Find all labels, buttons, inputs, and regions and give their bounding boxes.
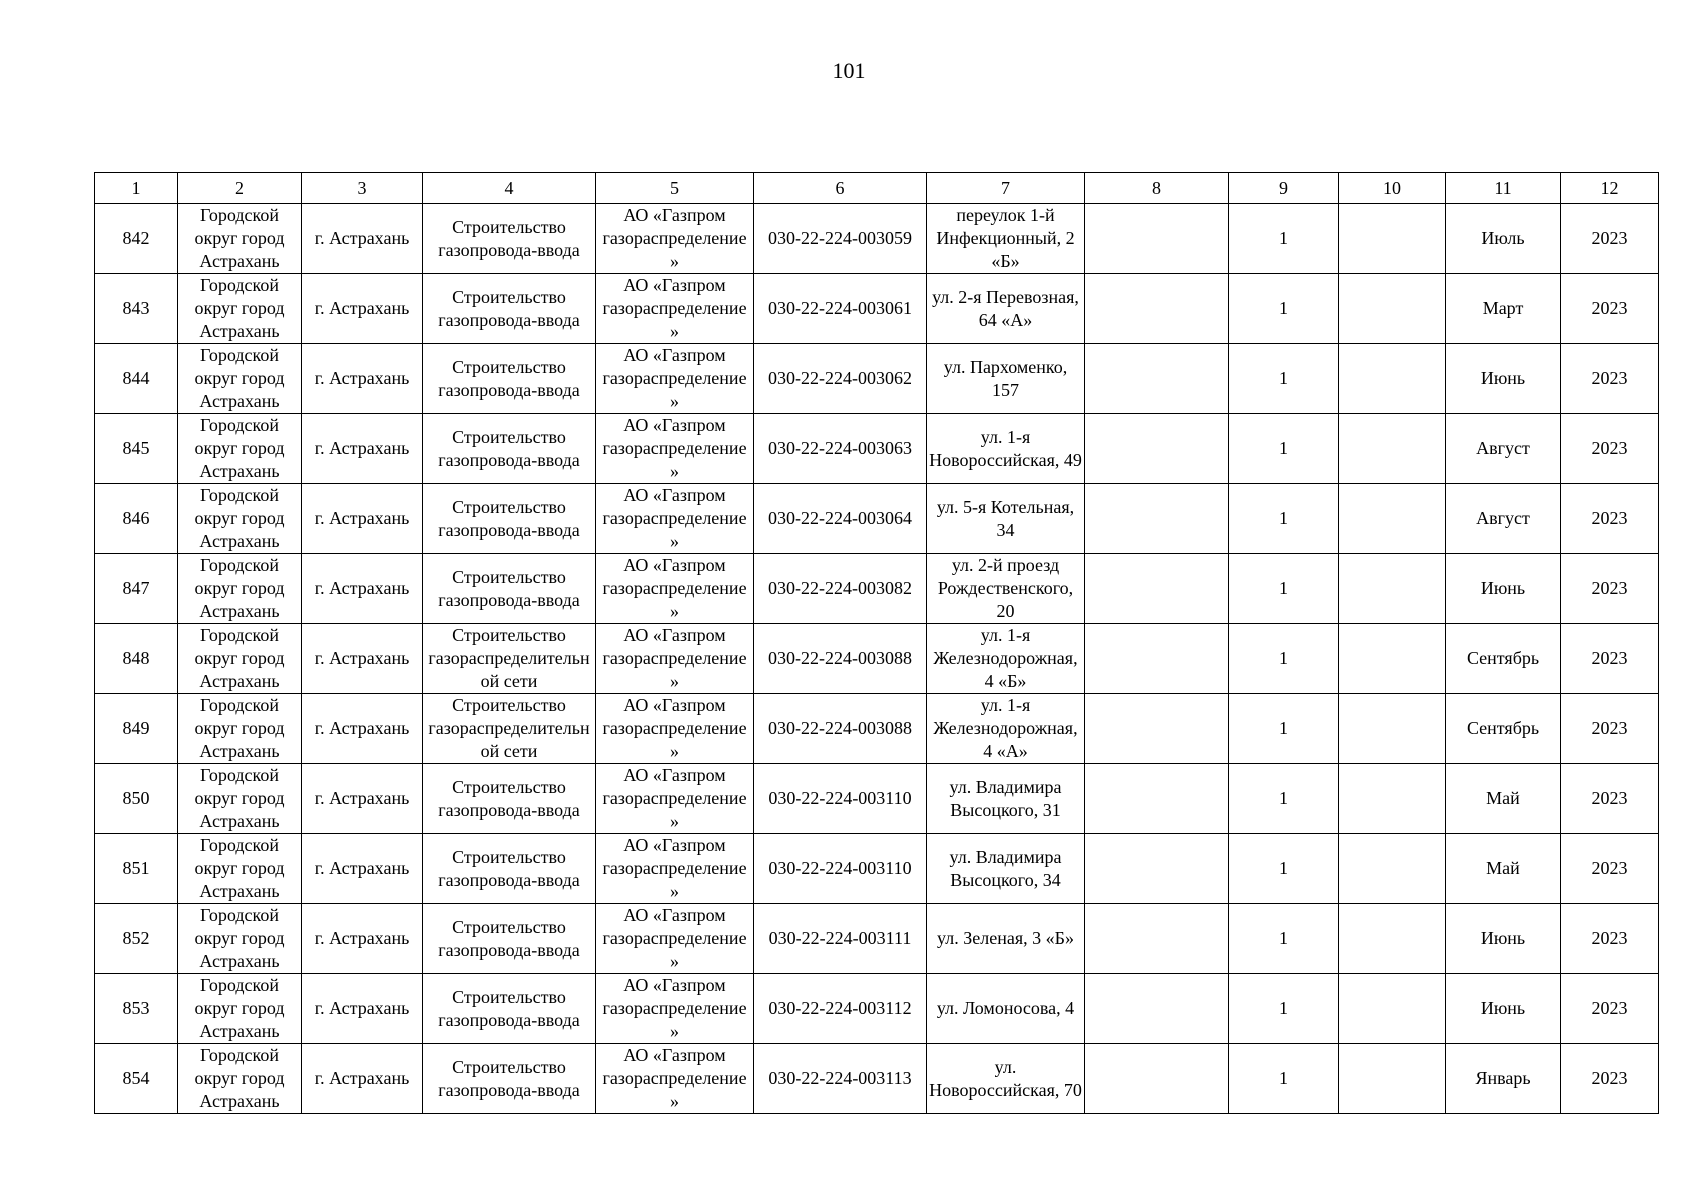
cell-municipality: Городской округ город Астрахань [178,414,302,484]
table-row [95,974,1659,1044]
cell-municipality: Городской округ город Астрахань [178,554,302,624]
cell-settlement: г. Астрахань [302,974,423,1044]
cell-year: 2023 [1561,554,1659,624]
cell-municipality: Городской округ город Астрахань [178,624,302,694]
cell-col-8 [1085,624,1229,694]
cell-address: переулок 1-й Инфекционный, 2 «Б» [927,204,1085,274]
column-header-12: 12 [1561,173,1659,204]
cell-settlement: г. Астрахань [302,554,423,624]
cell-municipality: Городской округ город Астрахань [178,274,302,344]
cell-month: Август [1446,484,1561,554]
cell-organization: АО «Газпром газораспределение» [596,344,754,414]
cell-col-10 [1339,204,1446,274]
cell-organization: АО «Газпром газораспределение» [596,694,754,764]
cell-col-8 [1085,414,1229,484]
cell-row-number: 854 [95,1044,178,1114]
cell-quantity: 1 [1229,904,1339,974]
cell-col-8 [1085,484,1229,554]
cell-registry-code: 030-22-224-003088 [754,624,927,694]
cell-quantity: 1 [1229,274,1339,344]
cell-municipality: Городской округ город Астрахань [178,204,302,274]
cell-col-10 [1339,274,1446,344]
cell-organization: АО «Газпром газораспределение» [596,974,754,1044]
cell-registry-code: 030-22-224-003063 [754,414,927,484]
table-row [95,274,1659,344]
cell-address: ул. Новороссийская, 70 [927,1044,1085,1114]
cell-address: ул. Владимира Высоцкого, 31 [927,764,1085,834]
cell-year: 2023 [1561,344,1659,414]
cell-settlement: г. Астрахань [302,484,423,554]
cell-col-10 [1339,904,1446,974]
table-row [95,484,1659,554]
cell-address: ул. 1-я Железнодорожная, 4 «А» [927,694,1085,764]
cell-col-10 [1339,1044,1446,1114]
cell-col-10 [1339,484,1446,554]
table-row [95,204,1659,274]
table-row [95,624,1659,694]
table-row [95,1044,1659,1114]
cell-month: Январь [1446,1044,1561,1114]
cell-row-number: 845 [95,414,178,484]
cell-month: Июнь [1446,344,1561,414]
cell-quantity: 1 [1229,344,1339,414]
cell-year: 2023 [1561,974,1659,1044]
cell-work-type: Строительство газопровода-ввода [423,1044,596,1114]
cell-work-type: Строительство газопровода-ввода [423,554,596,624]
cell-month: Сентябрь [1446,624,1561,694]
table-row [95,904,1659,974]
cell-municipality: Городской округ город Астрахань [178,694,302,764]
cell-quantity: 1 [1229,204,1339,274]
page-number: 101 [832,58,866,83]
cell-year: 2023 [1561,204,1659,274]
cell-municipality: Городской округ город Астрахань [178,1044,302,1114]
cell-registry-code: 030-22-224-003061 [754,274,927,344]
cell-registry-code: 030-22-224-003110 [754,764,927,834]
cell-col-10 [1339,344,1446,414]
cell-col-10 [1339,414,1446,484]
cell-settlement: г. Астрахань [302,834,423,904]
cell-settlement: г. Астрахань [302,904,423,974]
cell-settlement: г. Астрахань [302,414,423,484]
cell-address: ул. 2-я Перевозная, 64 «А» [927,274,1085,344]
cell-registry-code: 030-22-224-003064 [754,484,927,554]
cell-work-type: Строительство газопровода-ввода [423,484,596,554]
cell-organization: АО «Газпром газораспределение» [596,1044,754,1114]
table-row [95,554,1659,624]
cell-municipality: Городской округ город Астрахань [178,974,302,1044]
cell-col-8 [1085,344,1229,414]
cell-settlement: г. Астрахань [302,694,423,764]
cell-registry-code: 030-22-224-003088 [754,694,927,764]
cell-work-type: Строительство газопровода-ввода [423,414,596,484]
cell-address: ул. 5-я Котельная, 34 [927,484,1085,554]
cell-row-number: 849 [95,694,178,764]
column-header-11: 11 [1446,173,1561,204]
cell-work-type: Строительство газопровода-ввода [423,344,596,414]
cell-col-8 [1085,974,1229,1044]
cell-settlement: г. Астрахань [302,1044,423,1114]
table-row [95,694,1659,764]
cell-year: 2023 [1561,624,1659,694]
cell-month: Июнь [1446,974,1561,1044]
cell-row-number: 850 [95,764,178,834]
cell-quantity: 1 [1229,1044,1339,1114]
cell-registry-code: 030-22-224-003110 [754,834,927,904]
cell-year: 2023 [1561,414,1659,484]
table-row [95,834,1659,904]
cell-settlement: г. Астрахань [302,204,423,274]
cell-settlement: г. Астрахань [302,274,423,344]
cell-quantity: 1 [1229,764,1339,834]
cell-col-8 [1085,554,1229,624]
cell-row-number: 853 [95,974,178,1044]
cell-col-8 [1085,764,1229,834]
cell-month: Сентябрь [1446,694,1561,764]
column-header-1: 1 [95,173,178,204]
cell-quantity: 1 [1229,834,1339,904]
table-row [95,344,1659,414]
cell-settlement: г. Астрахань [302,624,423,694]
cell-year: 2023 [1561,694,1659,764]
cell-col-8 [1085,204,1229,274]
cell-address: ул. 2-й проезд Рождественского, 20 [927,554,1085,624]
cell-registry-code: 030-22-224-003112 [754,974,927,1044]
cell-work-type: Строительство газопровода-ввода [423,974,596,1044]
column-header-2: 2 [178,173,302,204]
column-header-8: 8 [1085,173,1229,204]
cell-year: 2023 [1561,764,1659,834]
column-header-10: 10 [1339,173,1446,204]
cell-organization: АО «Газпром газораспределение» [596,554,754,624]
cell-organization: АО «Газпром газораспределение» [596,834,754,904]
cell-month: Март [1446,274,1561,344]
cell-work-type: Строительство газопровода-ввода [423,764,596,834]
cell-col-10 [1339,694,1446,764]
cell-month: Июль [1446,204,1561,274]
gas-works-table [94,172,1659,1114]
cell-work-type: Строительство газораспределительной сети [423,624,596,694]
cell-registry-code: 030-22-224-003059 [754,204,927,274]
cell-col-8 [1085,1044,1229,1114]
cell-month: Май [1446,764,1561,834]
cell-month: Июнь [1446,554,1561,624]
cell-year: 2023 [1561,484,1659,554]
column-header-4: 4 [423,173,596,204]
table-row [95,764,1659,834]
cell-address: ул. Владимира Высоцкого, 34 [927,834,1085,904]
cell-year: 2023 [1561,274,1659,344]
cell-col-8 [1085,274,1229,344]
cell-organization: АО «Газпром газораспределение» [596,904,754,974]
cell-work-type: Строительство газопровода-ввода [423,204,596,274]
column-header-9: 9 [1229,173,1339,204]
cell-month: Май [1446,834,1561,904]
cell-col-10 [1339,624,1446,694]
cell-year: 2023 [1561,834,1659,904]
cell-col-8 [1085,834,1229,904]
cell-year: 2023 [1561,904,1659,974]
cell-organization: АО «Газпром газораспределение» [596,274,754,344]
cell-row-number: 848 [95,624,178,694]
cell-month: Август [1446,414,1561,484]
cell-row-number: 842 [95,204,178,274]
cell-organization: АО «Газпром газораспределение» [596,414,754,484]
cell-row-number: 852 [95,904,178,974]
table-row [95,414,1659,484]
header-row [95,173,1659,204]
column-header-5: 5 [596,173,754,204]
cell-registry-code: 030-22-224-003111 [754,904,927,974]
cell-col-10 [1339,554,1446,624]
cell-col-10 [1339,834,1446,904]
cell-address: ул. Ломоносова, 4 [927,974,1085,1044]
cell-municipality: Городской округ город Астрахань [178,484,302,554]
cell-work-type: Строительство газопровода-ввода [423,834,596,904]
cell-organization: АО «Газпром газораспределение» [596,624,754,694]
cell-work-type: Строительство газораспределительной сети [423,694,596,764]
cell-quantity: 1 [1229,694,1339,764]
cell-col-8 [1085,694,1229,764]
cell-quantity: 1 [1229,554,1339,624]
cell-settlement: г. Астрахань [302,764,423,834]
cell-registry-code: 030-22-224-003113 [754,1044,927,1114]
cell-organization: АО «Газпром газораспределение» [596,764,754,834]
cell-quantity: 1 [1229,624,1339,694]
cell-col-10 [1339,764,1446,834]
cell-row-number: 846 [95,484,178,554]
cell-municipality: Городской округ город Астрахань [178,904,302,974]
cell-address: ул. 1-я Железнодорожная, 4 «Б» [927,624,1085,694]
cell-registry-code: 030-22-224-003082 [754,554,927,624]
cell-quantity: 1 [1229,974,1339,1044]
cell-row-number: 844 [95,344,178,414]
cell-year: 2023 [1561,1044,1659,1114]
cell-quantity: 1 [1229,484,1339,554]
cell-municipality: Городской округ город Астрахань [178,764,302,834]
cell-row-number: 851 [95,834,178,904]
cell-col-10 [1339,974,1446,1044]
cell-work-type: Строительство газопровода-ввода [423,904,596,974]
cell-organization: АО «Газпром газораспределение» [596,484,754,554]
cell-month: Июнь [1446,904,1561,974]
cell-col-8 [1085,904,1229,974]
cell-organization: АО «Газпром газораспределение» [596,204,754,274]
column-header-7: 7 [927,173,1085,204]
cell-work-type: Строительство газопровода-ввода [423,274,596,344]
cell-registry-code: 030-22-224-003062 [754,344,927,414]
column-header-6: 6 [754,173,927,204]
cell-address: ул. Зеленая, 3 «Б» [927,904,1085,974]
column-header-3: 3 [302,173,423,204]
cell-municipality: Городской округ город Астрахань [178,344,302,414]
cell-address: ул. 1-я Новороссийская, 49 [927,414,1085,484]
cell-settlement: г. Астрахань [302,344,423,414]
cell-address: ул. Пархоменко, 157 [927,344,1085,414]
cell-row-number: 847 [95,554,178,624]
cell-row-number: 843 [95,274,178,344]
cell-quantity: 1 [1229,414,1339,484]
cell-municipality: Городской округ город Астрахань [178,834,302,904]
